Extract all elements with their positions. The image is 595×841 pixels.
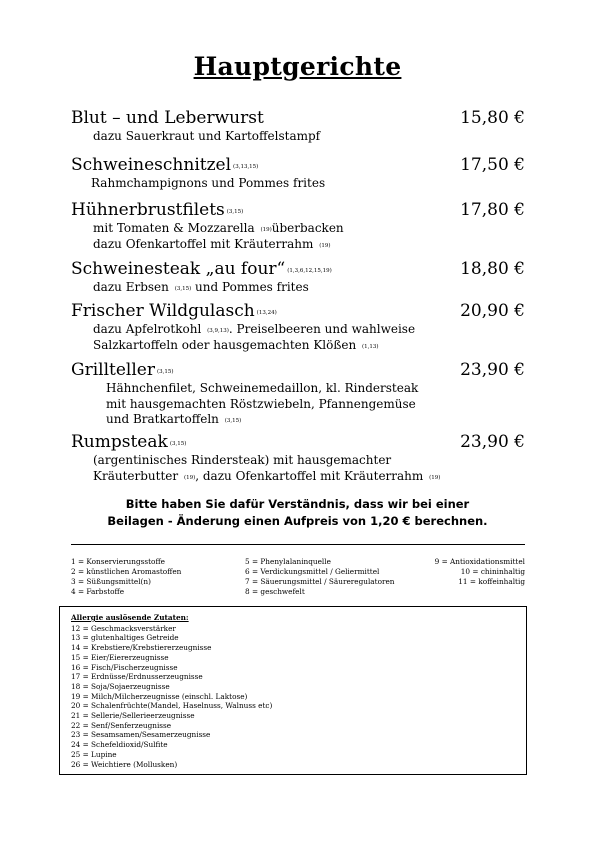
allergen-item: 21 = Sellerie/Sellerieerzeugnisse <box>71 711 195 721</box>
allergen-codes: (13,24) <box>256 310 277 316</box>
dish-name-text: Blut – und Leberwurst <box>71 108 264 128</box>
allergen-codes: (19) <box>183 474 196 481</box>
description-text: dazu Erbsen <box>93 280 173 294</box>
additive-code: 4 = Farbstoffe <box>71 587 125 596</box>
note-line-2: Beilagen - Änderung einen Aufpreis von 1,20 € berechnen. <box>107 514 488 528</box>
allergen-item: 18 = Soja/Sojaerzeugnisse <box>71 681 170 691</box>
dish-name-text: Frischer Wildgulasch <box>71 301 255 321</box>
allergen-item: 24 = Schefeldioxid/Sulfite <box>71 740 168 750</box>
allergen-codes: (1,13) <box>362 343 379 350</box>
dish-name-text: Hühnerbrustfilets <box>71 200 225 220</box>
description-text: dazu Ofenkartoffel mit Kräuterrahm <box>93 236 318 251</box>
additive-code: 9 = Antioxidationsmittel <box>434 557 525 566</box>
dish-description <box>71 129 525 145</box>
dish-name <box>71 360 525 381</box>
dish-description <box>71 453 525 469</box>
description-text: und Bratkartoffeln <box>106 412 223 426</box>
description-text: dazu Sauerkraut und Kartoffelstampf <box>93 129 321 143</box>
description-text: Hähnchenfilet, Schweinemedaillon, kl. Rindersteak <box>106 381 419 395</box>
dish-name-text: Grillteller <box>71 360 155 380</box>
dish-price: 17,80 € <box>460 200 525 220</box>
additive-code: 5 = Phenylalaninquelle <box>245 557 331 566</box>
dish-item <box>71 155 525 192</box>
dish-description <box>71 381 525 397</box>
dish-name <box>71 155 525 176</box>
dish-name-text: Schweinesteak „au four“ <box>71 259 286 279</box>
allergen-item: 26 = Weichtiere (Mollusken) <box>71 759 178 769</box>
divider <box>71 544 525 545</box>
dish-price: 23,90 € <box>460 360 525 380</box>
additive-code: 6 = Verdickungsmittel / Geliermittel <box>245 567 380 576</box>
allergen-codes: (19) <box>260 227 272 233</box>
allergen-codes: (19) <box>429 474 441 481</box>
description-text: überbacken <box>271 221 344 235</box>
additive-code: 3 = Süßungsmittel(n) <box>71 577 151 586</box>
allergen-codes: (3,15) <box>174 286 192 292</box>
note-line-1: Bitte haben Sie dafür Verständnis, dass wir bei einer <box>125 497 470 511</box>
dish-description <box>71 469 525 485</box>
description-text: Kräuterbutter <box>93 468 182 483</box>
allergen-codes: (3,15) <box>169 441 187 447</box>
allergy-items <box>71 624 272 770</box>
allergen-item: 14 = Krebstiere/Krebstiererzeugnisse <box>71 643 212 653</box>
description-text: dazu Apfelrotkohl <box>93 322 206 336</box>
dish-name-text: Rumpsteak <box>71 432 168 452</box>
allergen-codes: (3,15) <box>224 418 242 424</box>
additive-code: 1 = Konservierungsstoffe <box>71 557 165 566</box>
codes-column-3 <box>435 557 525 587</box>
description-text: Rahmchampignons und Pommes frites <box>91 176 326 190</box>
dish-description <box>71 412 525 428</box>
dish-name <box>71 259 525 280</box>
additive-code: 7 = Säuerungsmittel / Säureregulatoren <box>245 577 395 586</box>
additive-code: 11 = koffeinhaltig <box>458 577 525 586</box>
allergen-item: 19 = Milch/Milcherzeugnisse (einschl. Laktose) <box>71 691 248 701</box>
description-text: Salzkartoffeln oder hausgemachten Klößen <box>93 337 360 352</box>
dish-item <box>71 259 525 296</box>
allergen-codes: (3,15) <box>156 369 174 375</box>
dish-name <box>71 301 525 322</box>
dish-item <box>71 108 525 145</box>
allergen-item: 12 = Geschmacksverstärker <box>71 623 176 633</box>
dish-description <box>71 176 525 192</box>
allergen-codes: (3,15) <box>226 209 244 215</box>
allergen-item: 15 = Eier/Eiererzeugnisse <box>71 652 169 662</box>
allergy-list <box>71 613 272 769</box>
additive-code: 8 = geschwefelt <box>245 587 305 596</box>
codes-column-1 <box>71 557 181 597</box>
allergen-codes: (1,3,6,12,15,19) <box>287 268 332 274</box>
allergen-item: 13 = glutenhaltiges Getreide <box>71 633 179 643</box>
allergen-codes: (19) <box>319 242 331 249</box>
dish-price: 17,50 € <box>460 155 525 175</box>
additive-code: 10 = chininhaltig <box>460 567 525 576</box>
allergen-item: 17 = Erdnüsse/Erdnusserzeugnisse <box>71 672 203 682</box>
allergen-item: 16 = Fisch/Fischerzeugnisse <box>71 662 178 672</box>
page-title: Hauptgerichte <box>193 52 402 81</box>
dish-price: 23,90 € <box>460 432 525 452</box>
allergen-item: 20 = Schalenfrüchte(Mandel, Haselnuss, Walnuss etc) <box>71 701 273 711</box>
allergen-item: 23 = Sesamsamen/Sesamerzeugnisse <box>71 730 211 740</box>
dish-description <box>71 322 525 338</box>
description-text: . Preiselbeeren und wahlweise <box>228 322 416 336</box>
additive-code: 2 = künstlichen Aromastoffen <box>71 567 182 576</box>
dish-item <box>71 360 525 428</box>
dish-item <box>71 432 525 484</box>
description-text: (argentinisches Rindersteak) mit hausgemachter <box>93 453 392 467</box>
dish-price: 15,80 € <box>460 108 525 128</box>
dish-description <box>71 338 525 354</box>
description-text: mit Tomaten & Mozzarella <box>93 221 259 235</box>
dish-name <box>71 200 525 221</box>
description-text: und Pommes frites <box>191 280 309 294</box>
dish-description <box>71 397 525 413</box>
dish-price: 20,90 € <box>460 301 525 321</box>
description-text: mit hausgemachten Röstzwiebeln, Pfannengemüse <box>106 396 416 411</box>
dish-item <box>71 200 525 252</box>
dish-description <box>71 237 525 253</box>
dish-name <box>71 108 525 129</box>
allergen-codes: (3,9,13) <box>207 328 229 334</box>
codes-column-2 <box>245 557 394 597</box>
dish-name-text: Schweineschnitzel <box>71 155 232 175</box>
allergen-item: 22 = Senf/Senferzeugnisse <box>71 720 172 730</box>
description-text: , dazu Ofenkartoffel mit Kräuterrahm <box>195 468 428 483</box>
dish-name <box>71 432 525 453</box>
dish-item <box>71 301 525 353</box>
allergy-title: Allergie auslösende Zutaten: <box>71 613 189 622</box>
dish-price: 18,80 € <box>460 259 525 279</box>
allergen-item: 25 = Lupine <box>71 749 117 759</box>
allergen-codes: (3,13,15) <box>233 164 259 170</box>
dish-description <box>71 221 525 237</box>
dish-description <box>71 280 525 296</box>
